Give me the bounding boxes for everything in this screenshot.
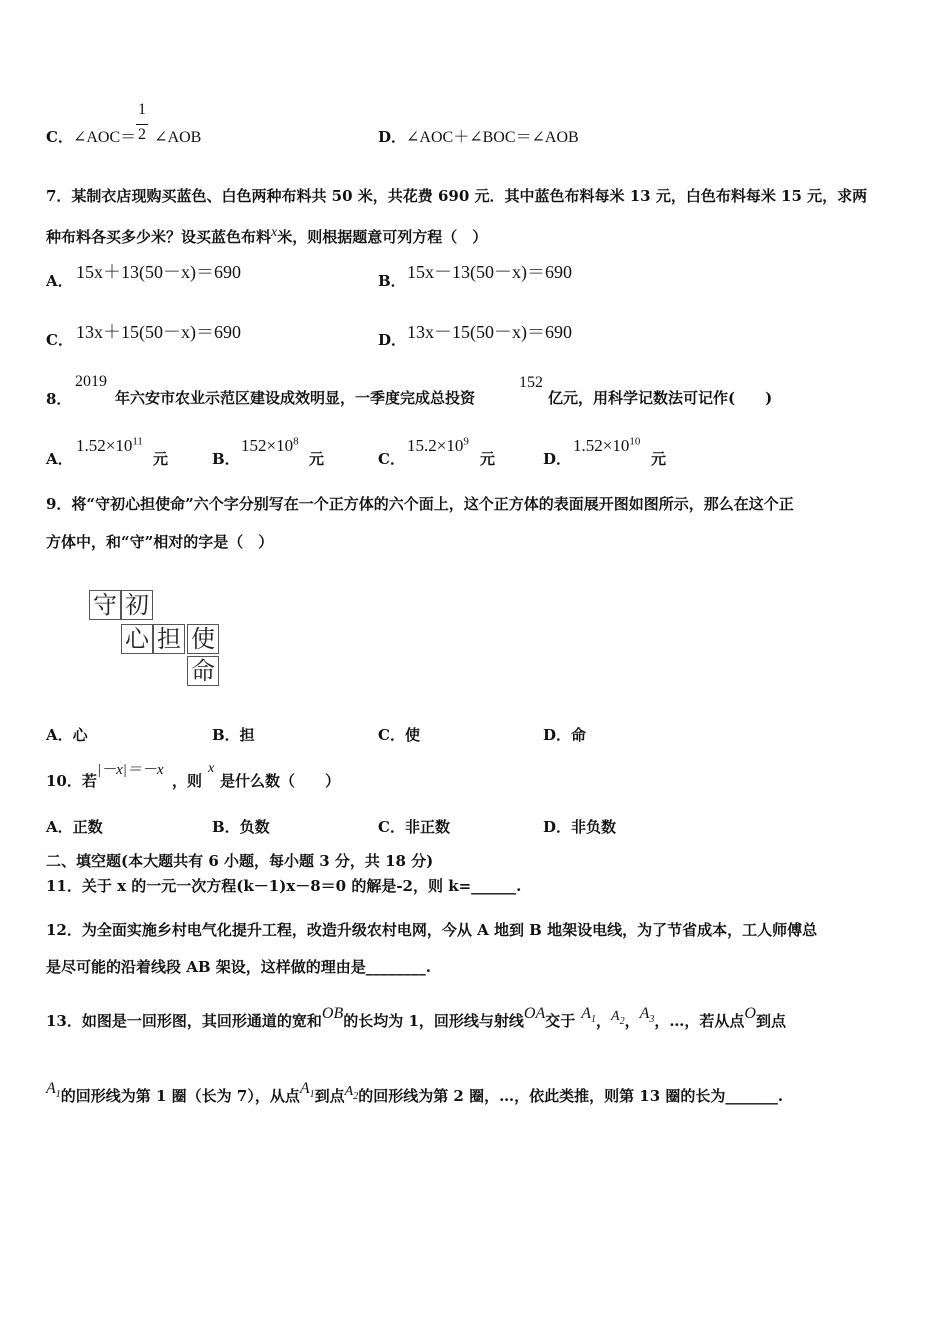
section2-title: 二、填空题(本大题共有 6 小题，每小题 3 分，共 18 分)	[46, 852, 434, 870]
q7-option-a-label: A．	[46, 272, 73, 290]
q13-text-h: 的回形线为第 2 圈，…，依此类推，则第 13 圈的长为_______.	[358, 1087, 784, 1105]
q13-a1-letter: A	[581, 1005, 592, 1022]
q13-line2-a2	[344, 1084, 359, 1102]
q8-option-b-label: B．	[212, 450, 240, 468]
q9-line1: 9．将“守初心担使命”六个字分别写在一个正方体的六个面上，这个正方体的表面展开图如图所示，那么在这个正	[46, 495, 794, 513]
q7-option-c: 13x＋15(50－x)＝690	[76, 322, 241, 342]
q8-option-a-exp: 11	[132, 435, 143, 448]
q13-text-g: 到点	[314, 1087, 345, 1105]
q8-option-b-base: 152×10	[241, 436, 294, 455]
q8-year: 2019	[75, 373, 107, 390]
q13-line2-a1b-letter: A	[299, 1080, 310, 1097]
q8-option-b	[241, 436, 299, 456]
q13-a3-letter: A	[639, 1005, 650, 1022]
q6-option-d	[378, 127, 579, 148]
q8-option-c-exp: 9	[463, 435, 469, 448]
q10-option-a: A．正数	[46, 818, 103, 836]
q13-line2-a2-sub: 2	[353, 1090, 359, 1102]
q12-line1: 12．为全面实施乡村电气化提升工程，改造升级农村电网，今从 A 地到 B 地架设电线，为了节省成本，工人师傅总	[46, 921, 818, 939]
q9-option-b: B．担	[212, 726, 255, 744]
q7-option-c-label: C．	[46, 331, 73, 349]
q13-a3-sub: 3	[649, 1014, 655, 1026]
q10-text-a: ，则	[172, 772, 203, 790]
q8-text-a: 年六安市农业示范区建设成效明显，一季度完成总投资	[115, 389, 476, 407]
q8-option-c-unit: 元	[480, 450, 496, 468]
q8-option-d	[573, 436, 640, 456]
q7-line2a: 种布料各买多少米？设买蓝色布料	[46, 228, 272, 246]
q9-option-d: D．命	[543, 726, 587, 744]
q13-line2-a1-sub: 1	[55, 1089, 61, 1101]
q8-option-a	[76, 436, 143, 456]
q8-option-d-label: D．	[543, 450, 572, 468]
q10-text-b: 是什么数（ ）	[220, 772, 341, 790]
q13-a2-sub: 2	[619, 1015, 625, 1027]
q11-text: 11．关于 x 的一元一次方程(k－1)x－8＝0 的解是-2，则 k=______.	[46, 877, 522, 895]
q13-line2-a1b-sub: 1	[309, 1089, 315, 1101]
q6-option-c	[46, 127, 201, 148]
q8-option-d-base: 1.52×10	[573, 436, 630, 455]
q13-a1-sub: 1	[591, 1014, 597, 1026]
q13-line1	[46, 1004, 786, 1031]
q6-option-c-right: ∠AOB	[154, 129, 202, 146]
net-cell-chu: 初	[121, 590, 153, 620]
q10-number: 10．若	[46, 772, 97, 790]
q8-option-b-unit: 元	[309, 450, 325, 468]
q10-expression: |－x|＝－x	[97, 762, 164, 778]
q13-oa: OA	[523, 1005, 546, 1022]
q13-comma1: ，	[596, 1012, 612, 1030]
q10-var: x	[208, 761, 215, 776]
q8-option-a-label: A．	[46, 450, 73, 468]
q13-o: O	[744, 1005, 756, 1022]
q7-option-a: 15x＋13(50－x)＝690	[76, 262, 241, 282]
q8-option-d-exp: 10	[629, 435, 641, 448]
q8-option-c-base: 15.2×10	[407, 436, 464, 455]
net-cell-shi: 使	[187, 624, 219, 654]
q13-a2	[611, 1009, 625, 1027]
q13-text-c: 交于	[545, 1012, 576, 1030]
q13-line2-a2-letter: A	[344, 1084, 354, 1099]
q13-a3	[639, 1005, 655, 1026]
q7-option-b-label: B．	[378, 272, 406, 290]
q13-line2-a1-letter: A	[46, 1080, 56, 1097]
q8-option-a-base: 1.52×10	[76, 436, 133, 455]
q9-option-a: A．心	[46, 726, 88, 744]
q7-line2b: 米，则根据题意可列方程（ ）	[277, 228, 488, 246]
q6-fraction-numerator: 1	[138, 101, 146, 118]
q12-line2: 是尽可能的沿着线段 AB 架设，这样做的理由是________.	[46, 958, 431, 976]
q13-text-e: 到点	[755, 1012, 786, 1030]
q13-text-f: 的回形线为第 1 圈（长为 7），从点	[60, 1087, 300, 1105]
net-cell-ming: 命	[187, 656, 219, 686]
q9-option-c: C．使	[378, 726, 420, 744]
q13-line2-a1	[46, 1080, 61, 1101]
q10-option-d: D．非负数	[543, 818, 617, 836]
q9-line2: 方体中，和“守”相对的字是（ ）	[46, 533, 274, 551]
q13-comma2: ，	[624, 1012, 640, 1030]
q8-number: 8．	[46, 390, 72, 408]
q8-text-b: 亿元，用科学记数法可记作( )	[548, 389, 773, 407]
q6-option-c-label: C．	[46, 128, 73, 146]
q13-line2	[46, 1079, 783, 1106]
net-cell-shou: 守	[89, 590, 121, 620]
q8-amount: 152	[519, 374, 543, 391]
q6-option-d-text: ∠AOC＋∠BOC＝∠AOB	[406, 129, 579, 146]
q6-option-c-left: ∠AOC＝	[72, 129, 137, 146]
q6-option-d-label: D．	[378, 128, 407, 146]
q13-a1	[581, 1005, 597, 1026]
q8-option-d-unit: 元	[651, 450, 667, 468]
q7-line2	[46, 223, 487, 247]
q6-fraction-denominator: 2	[138, 126, 146, 143]
q8-option-a-unit: 元	[153, 450, 169, 468]
q13-line2-a1b	[299, 1080, 315, 1101]
q13-text-a: 13．如图是一回形图，其回形通道的宽和	[46, 1012, 322, 1030]
q13-ob: OB	[321, 1005, 344, 1022]
q10-option-b: B．负数	[212, 818, 270, 836]
q8-option-b-exp: 8	[293, 435, 299, 448]
q13-text-d: ，…，若从点	[654, 1012, 745, 1030]
q7-option-b: 15x－13(50－x)＝690	[407, 262, 572, 282]
q8-option-c	[407, 436, 469, 456]
net-cell-xin: 心	[121, 624, 153, 654]
q7-option-d-label: D．	[378, 331, 407, 349]
net-cell-dan: 担	[153, 624, 185, 654]
q7-var: x	[271, 225, 278, 240]
q6-fraction-bar	[136, 124, 148, 125]
q7-option-d: 13x－15(50－x)＝690	[407, 322, 572, 342]
q13-text-b: 的长均为 1，回形线与射线	[343, 1012, 524, 1030]
q8-option-c-label: C．	[378, 450, 405, 468]
q10-option-c: C．非正数	[378, 818, 450, 836]
q13-a2-letter: A	[611, 1009, 620, 1024]
q7-line1: 7．某制衣店现购买蓝色、白色两种布料共 50 米，共花费 690 元．其中蓝色布料每米 13 元，白色布料每米 15 元，求两	[46, 187, 868, 205]
